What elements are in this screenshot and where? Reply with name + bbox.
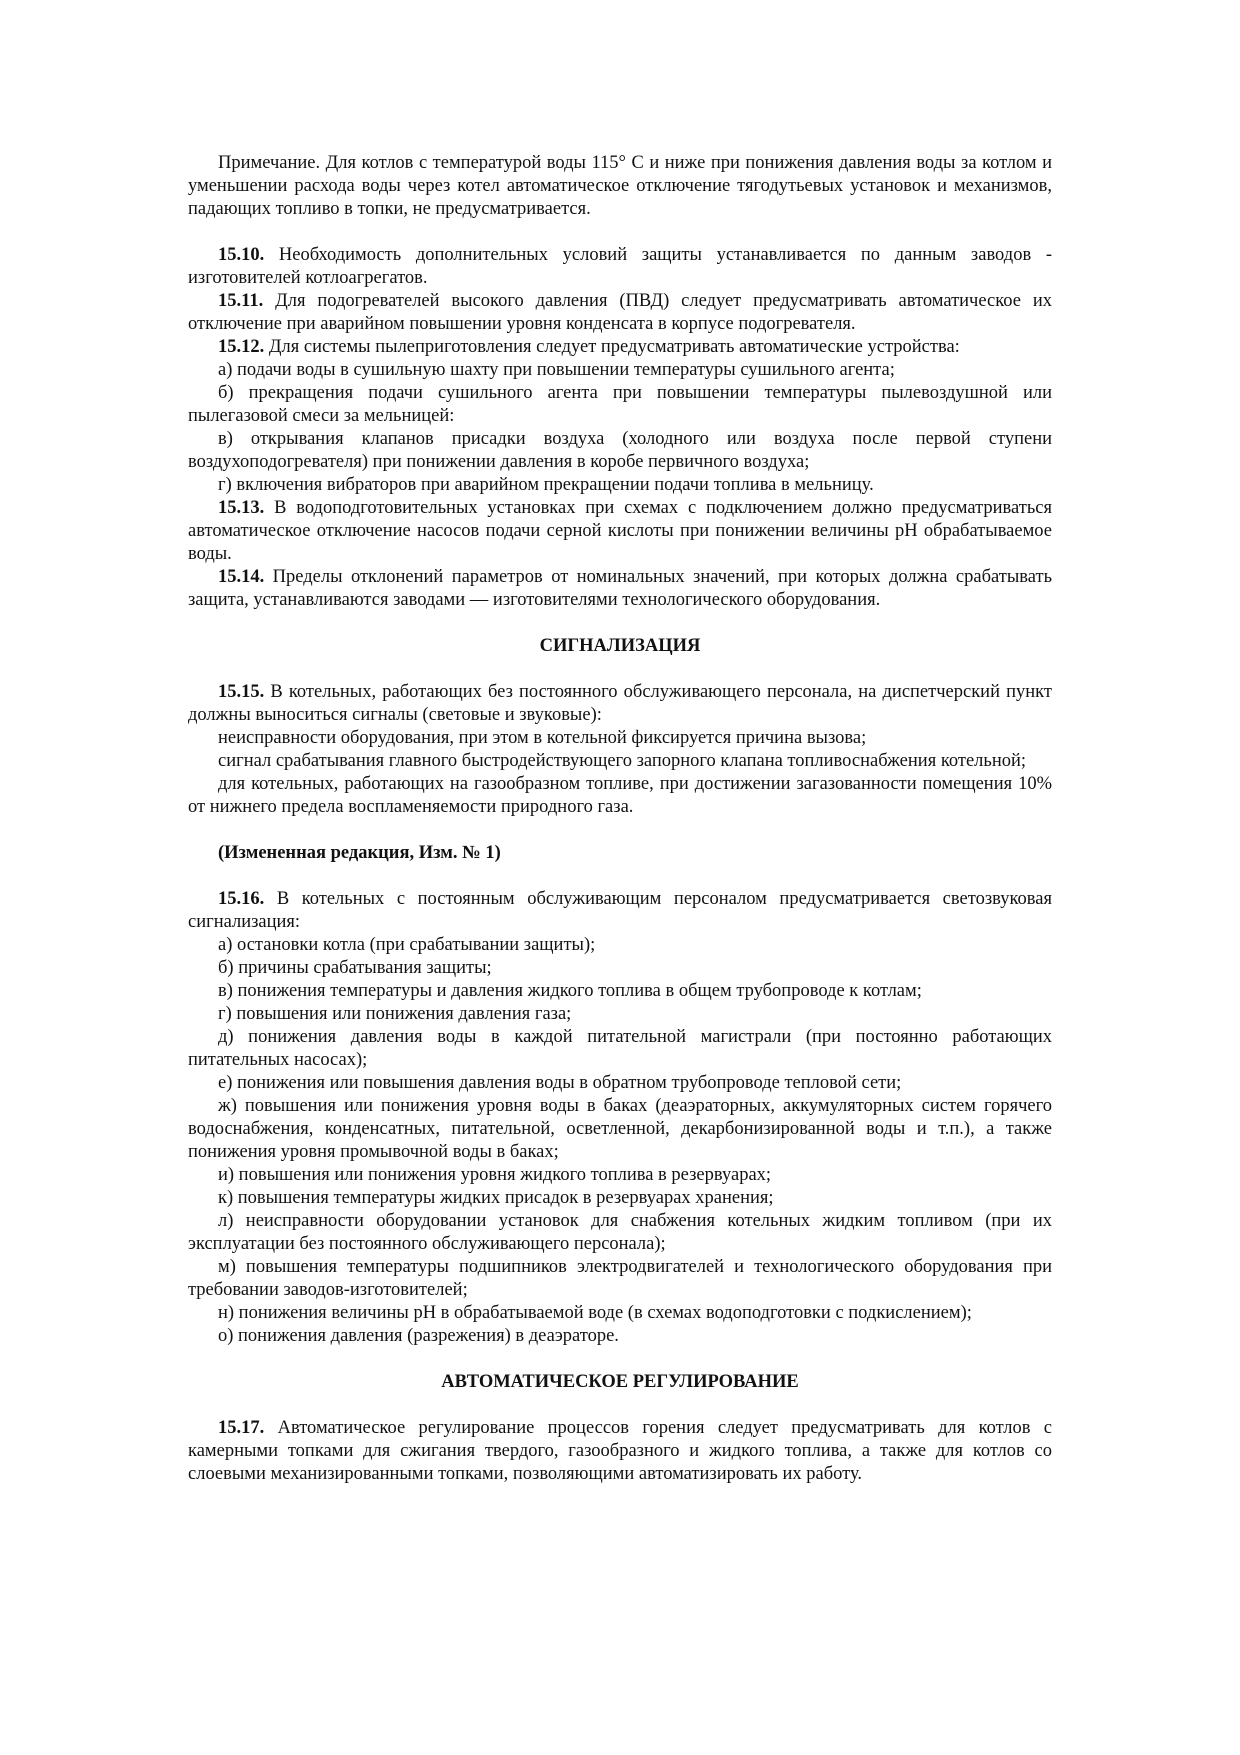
edition-note: (Измененная редакция, Изм. № 1) [218, 843, 501, 863]
list-item: неисправности оборудования, при этом в котельной фиксируется причина вызова; [218, 728, 867, 748]
clause-number: 15.10. [218, 245, 265, 265]
paragraph-15-14 [188, 566, 1052, 612]
list-item: и) повышения или понижения уровня жидкого топлива в резервуарах; [218, 1165, 772, 1185]
spacer [188, 1348, 1052, 1371]
spacer [188, 865, 1052, 888]
clause-text: Необходимость дополнительных условий защиты устанавливается по данным заводов - изготовителей котлоагрегатов. [188, 245, 1052, 288]
spacer [188, 221, 1052, 244]
note-paragraph: Примечание. Для котлов с температурой воды 115° С и ниже при понижения давления воды за котлом и уменьшении расхода воды через котел автоматическое отключение тягодутьевых установок и механизмов, падающих топливо в топки, не предусматривается. [188, 153, 1052, 219]
document-page [188, 152, 1052, 1486]
list-item: л) неисправности оборудовании установок для снабжения котельных жидким топливом (при их эксплуатации без постоянного обслуживающего персонала); [188, 1211, 1052, 1254]
clause-text: В водоподготовительных установках при схемах с подключением должно предусматриваться автоматическое отключение насосов подачи серной кислоты при понижении величины pH обрабатываемое воды. [188, 498, 1052, 564]
list-item: б) причины срабатывания защиты; [218, 958, 492, 978]
list-item: в) понижения температуры и давления жидкого топлива в общем трубопроводе к котлам; [218, 981, 922, 1001]
list-item: в) открывания клапанов присадки воздуха (холодного или воздуха после первой ступени воздухоподогревателя) при понижении давления в коробе первичного воздуха; [188, 429, 1052, 472]
list-item: к) повышения температуры жидких присадок в резервуарах хранения; [218, 1188, 774, 1208]
clause-text: В котельных, работающих без постоянного обслуживающего персонала, на диспетчерский пункт должны выноситься сигналы (световые и звуковые): [188, 682, 1053, 725]
clause-text: В котельных с постоянным обслуживающим персоналом предусматривается светозвуковая сигнализация: [188, 889, 1052, 932]
spacer [188, 658, 1052, 681]
section-heading-signal: СИГНАЛИЗАЦИЯ [539, 636, 701, 656]
list-item: для котельных, работающих на газообразном топливе, при достижении загазованности помещения 10% от нижнего предела воспламеняемости природного газа. [188, 774, 1052, 817]
paragraph-15-13 [188, 497, 1052, 566]
list-item: а) остановки котла (при срабатывании защиты); [218, 935, 596, 955]
clause-number: 15.12. [218, 337, 265, 357]
clause-number: 15.14. [218, 567, 265, 587]
list-item: м) повышения температуры подшипников электродвигателей и технологического оборудования при требовании заводов-изготовителей; [188, 1257, 1052, 1300]
spacer [188, 612, 1052, 635]
paragraph-15-12 [188, 336, 1052, 359]
clause-number: 15.17. [218, 1418, 265, 1438]
clause-number: 15.15. [218, 682, 265, 702]
list-item: д) понижения давления воды в каждой питательной магистрали (при постоянно работающих питательных насосах); [188, 1027, 1052, 1070]
spacer [188, 1394, 1052, 1417]
paragraph-15-10 [188, 244, 1052, 290]
list-item: б) прекращения подачи сушильного агента при повышении температуры пылевоздушной или пылегазовой смеси за мельницей: [188, 383, 1052, 426]
section-heading-auto: АВТОМАТИЧЕСКОЕ РЕГУЛИРОВАНИЕ [441, 1372, 799, 1392]
list-item: о) понижения давления (разрежения) в деаэраторе. [218, 1326, 619, 1346]
paragraph-15-17 [188, 1417, 1052, 1486]
list-item: н) понижения величины pH в обрабатываемой воде (в схемах водоподготовки с подкислением); [218, 1303, 972, 1323]
paragraph-15-15 [188, 681, 1052, 727]
clause-text: Для подогревателей высокого давления (ПВД) следует предусматривать автоматическое их отключение при аварийном повышении уровня конденсата в корпусе подогревателя. [188, 291, 1052, 334]
clause-number: 15.16. [218, 889, 265, 909]
clause-text: Автоматическое регулирование процессов горения следует предусматривать для котлов с камерными топками для сжигания твердого, газообразного и жидкого топлива, а также для котлов со слоевыми механизированными топками, позволяющими автоматизировать их работу. [188, 1418, 1052, 1484]
clause-number: 15.13. [218, 498, 265, 518]
spacer [188, 819, 1052, 842]
paragraph-15-11 [188, 290, 1052, 336]
list-item: ж) повышения или понижения уровня воды в баках (деаэраторных, аккумуляторных систем горячего водоснабжения, конденсатных, питательной, осветленной, декарбонизированной воды и т.п.), а также понижения уровня промывочной воды в баках; [188, 1096, 1052, 1162]
list-item: г) включения вибраторов при аварийном прекращении подачи топлива в мельницу. [218, 475, 874, 495]
clause-text: Пределы отклонений параметров от номинальных значений, при которых должна срабатывать защита, устанавливаются заводами — изготовителями технологического оборудования. [188, 567, 1053, 610]
clause-number: 15.11. [218, 291, 264, 311]
list-item: а) подачи воды в сушильную шахту при повышении температуры сушильного агента; [218, 360, 895, 380]
list-item: сигнал срабатывания главного быстродействующего запорного клапана топливоснабжения котельной; [218, 751, 1027, 771]
paragraph-15-16 [188, 888, 1052, 934]
list-item: г) повышения или понижения давления газа; [218, 1004, 572, 1024]
list-item: е) понижения или повышения давления воды в обратном трубопроводе тепловой сети; [218, 1073, 902, 1093]
clause-text: Для системы пылеприготовления следует предусматривать автоматические устройства: [268, 337, 960, 357]
